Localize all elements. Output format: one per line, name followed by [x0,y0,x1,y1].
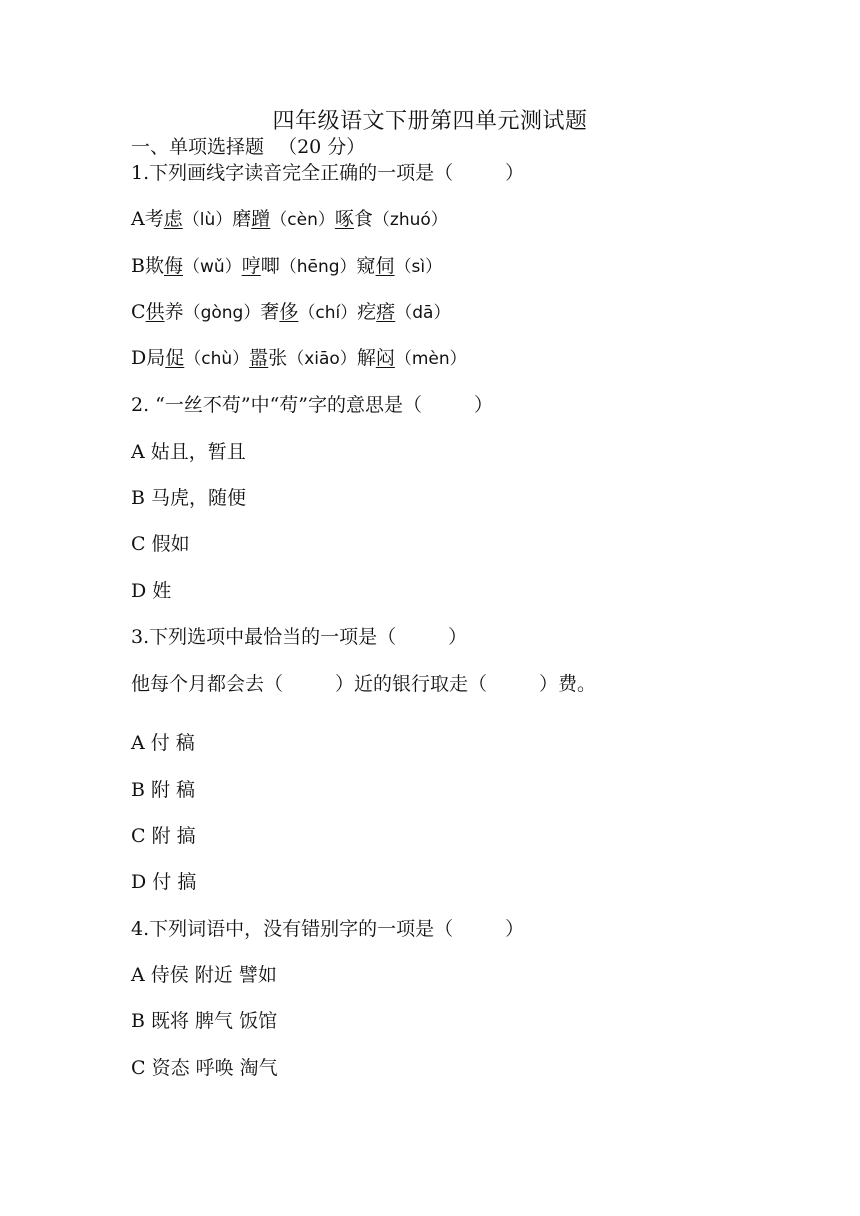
char: 欺 [144,255,164,277]
q1-option-a [131,206,448,233]
sentence-part: ）费。 [539,673,597,695]
sentence-part: ）近的银行取走（ [335,673,488,695]
q1-option-b [131,253,442,280]
pinyin: （cèn） [270,210,335,230]
q2-option-b: B 马虎，随便 [131,487,247,509]
question-1-stem [131,160,524,186]
q3-option-a: A 付 稿 [131,732,195,754]
question-2-stem [131,392,493,418]
char: 食 [353,208,373,230]
pinyin: （wǔ） [183,257,242,277]
char: 奢 [260,301,280,323]
option-letter: B [131,255,145,277]
page-title: 四年级语文下册第四单元测试题 [272,109,588,134]
question-3-close: ） [448,626,468,648]
q3-option-b: B 附 稿 [131,779,196,801]
underlined-char: 啄 [334,208,354,230]
underlined-char: 促 [165,347,185,369]
underlined-char: 闷 [375,347,395,369]
pinyin: （xiāo） [287,349,357,369]
question-4-close: ） [505,918,525,940]
underlined-char: 侮 [163,255,183,277]
pinyin: （hēng） [279,257,357,277]
q4-option-c: C 资态 呼唤 淘气 [131,1057,278,1079]
question-3-text: 3.下列选项中最恰当的一项是（ [131,626,397,648]
section-label: 一、单项选择题 [131,136,265,158]
pinyin: （chù） [184,349,250,369]
pinyin: （gòng） [183,303,261,323]
char: 考 [144,208,164,230]
pinyin: （mèn） [394,349,467,369]
q2-option-c: C 假如 [131,533,190,555]
question-3-stem [131,624,467,650]
underlined-char: 蹭 [251,208,271,230]
char: 疙 [357,301,377,323]
pinyin: （zhuó） [372,210,448,230]
question-2-text: 2. “一丝不苟”中“苟”字的意思是（ [131,394,423,416]
underlined-char: 伺 [375,255,395,277]
q4-option-b: B 既将 脾气 饭馆 [131,1010,278,1032]
underlined-char: 虑 [163,208,183,230]
char: 养 [164,301,184,323]
option-letter: C [131,301,146,323]
char: 解 [356,347,376,369]
option-letter: D [131,347,147,369]
q1-option-d [131,345,467,372]
underlined-char: 侈 [279,301,299,323]
pinyin: （sì） [394,257,443,277]
question-4-text: 4.下列词语中，没有错别字的一项是（ [131,918,454,940]
q3-option-c: C 附 搞 [131,825,196,847]
section-heading [131,134,365,160]
char: 窥 [356,255,376,277]
pinyin: （chí） [298,303,358,323]
question-3-sentence [131,671,596,697]
pinyin: （dā） [395,303,451,323]
question-1-close: ） [505,162,525,184]
q3-option-d: D 付 搞 [131,871,197,893]
q2-option-a: A 姑且，暂且 [131,441,246,463]
underlined-char: 供 [145,301,165,323]
underlined-char: 哼 [241,255,261,277]
char: 唧 [260,255,280,277]
q1-option-c [131,299,450,326]
q2-option-d: D 姓 [131,580,172,602]
underlined-char: 瘩 [376,301,396,323]
section-points: （20 分） [278,136,366,158]
pinyin: （lù） [182,210,233,230]
question-2-close: ） [474,394,494,416]
option-letter: A [131,208,145,230]
char: 局 [146,347,166,369]
q4-option-a: A 侍侯 附近 譬如 [131,964,277,986]
underlined-char: 嚣 [249,347,269,369]
sentence-part: 他每个月都会去（ [131,673,284,695]
question-4-stem [131,916,524,942]
char: 张 [268,347,288,369]
char: 磨 [232,208,252,230]
question-1-text: 1.下列画线字读音完全正确的一项是（ [131,162,454,184]
